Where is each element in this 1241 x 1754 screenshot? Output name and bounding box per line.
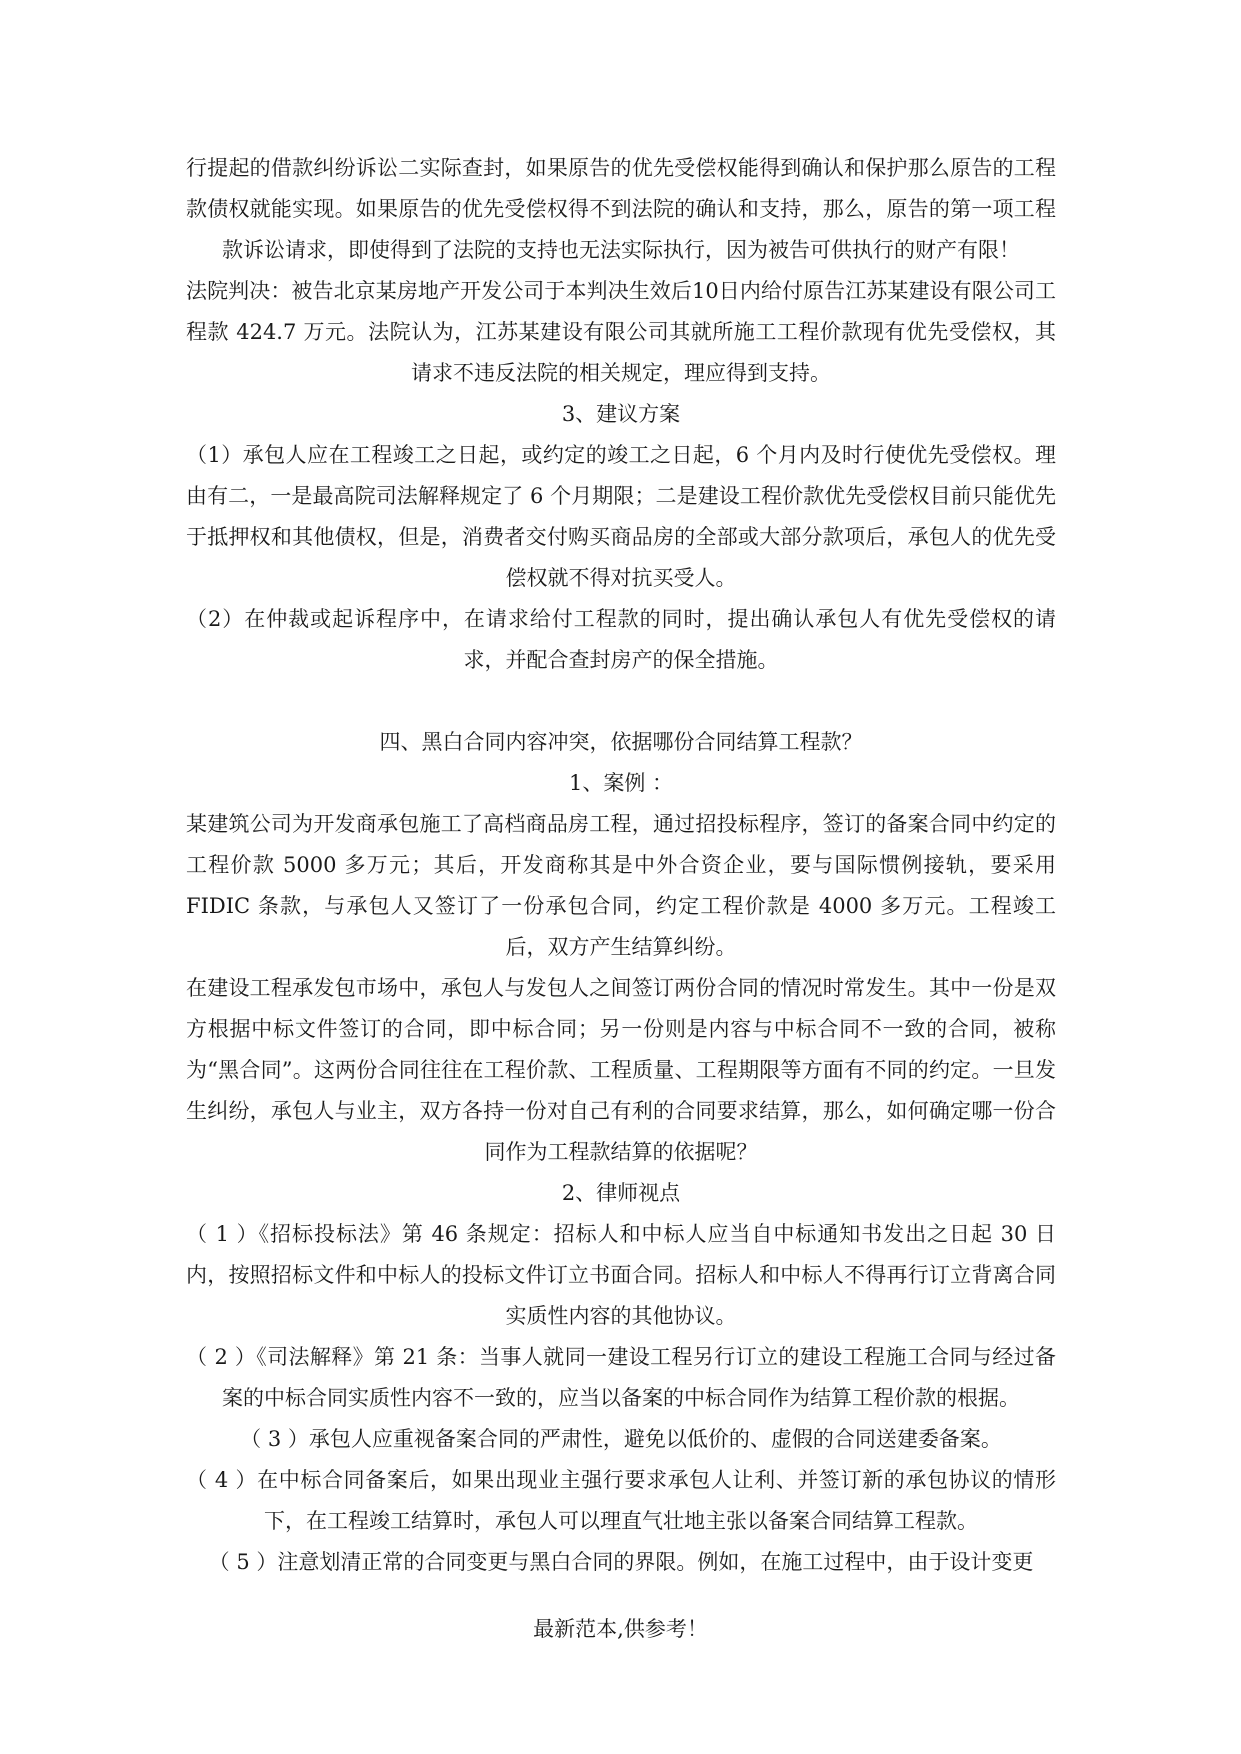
paragraph-view-2: （ 2 ）《司法解释》第 21 条：当事人就同一建设工程另行订立的建设工程施工合同与经过备案的中标合同实质性内容不一致的，应当以备案的中标合同作为结算工程价款的根据。: [186, 1345, 1056, 1410]
paragraph-suggestion-1: （1）承包人应在工程竣工之日起，或约定的竣工之日起，6 个月内及时行使优先受偿权。理由有二，一是最高院司法解释规定了 6 个月期限；二是建设工程价款优先受偿权目前只能优先于抵押权和其他债权，但是，消费者交付购买商品房的全部或大部分款项后，承包人的优先受偿权就不得对抗买受人。: [186, 443, 1056, 590]
heading-case: 1、案例 ：: [568, 771, 674, 795]
paragraph-priority-claim: 行提起的借款纠纷诉讼二实际查封，如果原告的优先受偿权能得到确认和保护那么原告的工程款债权就能实现。如果原告的优先受偿权得不到法院的确认和支持，那么，原告的第一项工程款诉讼请求，即使得到了法院的支持也无法实际执行，因为被告可供执行的财产有限！: [186, 156, 1056, 262]
page-footer: 最新范本,供参考！: [533, 1617, 708, 1641]
paragraph-view-1: （ 1 ）《招标投标法》第 46 条规定：招标人和中标人应当自中标通知书发出之日起 30 日内，按照招标文件和中标人的投标文件订立书面合同。招标人和中标人不得再行订立背离合同实质性内容的其他协议。: [186, 1222, 1056, 1328]
paragraph-market: 在建设工程承发包市场中，承包人与发包人之间签订两份合同的情况时常发生。其中一份是双方根据中标文件签订的合同，即中标合同；另一份则是内容与中标合同不一致的合同，被称为“黑合同”。这两份合同往往在工程价款、工程质量、工程期限等方面有不同的约定。一旦发生纠纷，承包人与业主，双方各持一份对自己有利的合同要求结算，那么，如何确定哪一份合同作为工程款结算的依据呢？: [186, 976, 1056, 1164]
document-body: [186, 148, 1056, 1583]
paragraph-view-3: （ 3 ）承包人应重视备案合同的严肃性，避免以低价的、虚假的合同送建委备案。: [240, 1427, 1002, 1451]
heading-suggestion: 3、建议方案: [561, 402, 681, 426]
paragraph-view-4: （ 4 ）在中标合同备案后，如果出现业主强行要求承包人让利、并签订新的承包协议的情形下，在工程竣工结算时，承包人可以理直气壮地主张以备案合同结算工程款。: [186, 1468, 1056, 1533]
section-heading-4: 四、黑白合同内容冲突，依据哪份合同结算工程款？: [379, 730, 863, 754]
paragraph-suggestion-2: （2）在仲裁或起诉程序中，在请求给付工程款的同时，提出确认承包人有优先受偿权的请求，并配合查封房产的保全措施。: [186, 607, 1056, 672]
heading-lawyer-view: 2、律师视点: [561, 1181, 681, 1205]
section-gap: [186, 681, 1056, 722]
paragraph-court-judgment: 法院判决：被告北京某房地产开发公司于本判决生效后10日内给付原告江苏某建设有限公司工程款 424.7 万元。法院认为，江苏某建设有限公司其就所施工工程价款现有优先受偿权，其请求不违反法院的相关规定，理应得到支持。: [186, 279, 1056, 385]
paragraph-view-5: （ 5 ）注意划清正常的合同变更与黑白合同的界限。例如，在施工过程中，由于设计变更: [208, 1550, 1034, 1574]
paragraph-case: 某建筑公司为开发商承包施工了高档商品房工程，通过招投标程序，签订的备案合同中约定的工程价款 5000 多万元；其后，开发商称其是中外合资企业，要与国际惯例接轨，要采用 FIDIC 条款，与承包人又签订了一份承包合同，约定工程价款是 4000 多万元。工程竣工后，双方产生结算纠纷。: [186, 812, 1056, 959]
